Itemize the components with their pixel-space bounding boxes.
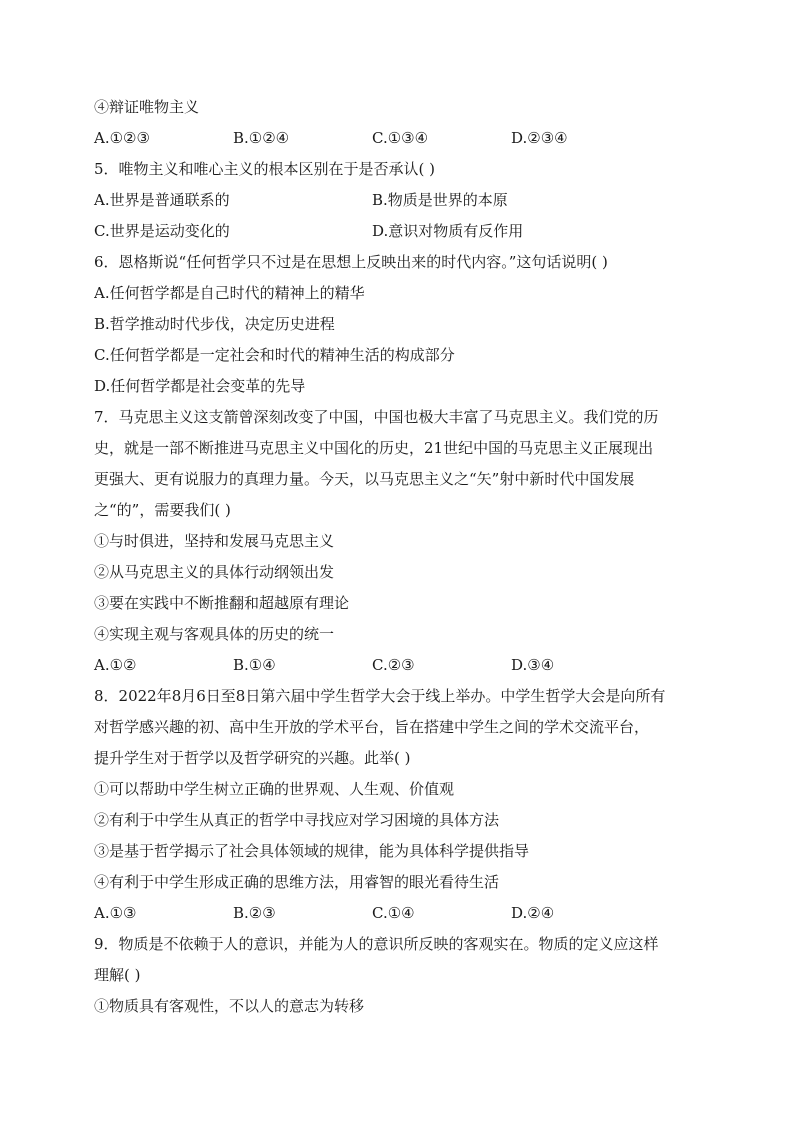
question-item: ②从马克思主义的具体行动纲领出发 (94, 563, 335, 581)
question-item: ④实现主观与客观具体的历史的统一 (94, 625, 335, 643)
option-d: D.意识对物质有反作用 (372, 222, 524, 240)
option-b: B.物质是世界的本原 (372, 191, 508, 209)
exam-page (94, 92, 704, 1022)
option-a: A.①② (94, 656, 137, 674)
question-item: ①可以帮助中学生树立正确的世界观、人生观、价值观 (94, 780, 455, 798)
option-c: C.世界是运动变化的 (94, 222, 230, 240)
option-a: A.①②③ (94, 129, 150, 147)
question-stem-line: 提升学生对于哲学以及哲学研究的兴趣。此举( ) (94, 749, 411, 767)
option-a: A.世界是普通联系的 (94, 191, 230, 209)
question-item: ③要在实践中不断推翻和超越原有理论 (94, 594, 350, 612)
question-stem-line: 之“的”，需要我们( ) (94, 501, 231, 519)
option-b: B.①④ (233, 656, 276, 674)
question-item: ①物质具有客观性，不以人的意志为转移 (94, 997, 365, 1015)
option-b: B.哲学推动时代步伐，决定历史进程 (94, 315, 335, 333)
question-stem-line: 更强大、更有说服力的真理力量。今天，以马克思主义之“矢”射中新时代中国发展 (94, 470, 635, 488)
answer-options (94, 898, 704, 929)
option-a: A.任何哲学都是自己时代的精神上的精华 (94, 284, 365, 302)
answer-options (94, 123, 704, 154)
option-c: C.①④ (372, 904, 415, 922)
question-stem: 6．恩格斯说“任何哲学只不过是在思想上反映出来的时代内容。”这句话说明( ) (94, 253, 608, 271)
question-item: ①与时俱进，坚持和发展马克思主义 (94, 532, 335, 550)
option-c: C.任何哲学都是一定社会和时代的精神生活的构成部分 (94, 346, 455, 364)
option-b: B.②③ (233, 904, 276, 922)
question-stem-line: 对哲学感兴趣的初、高中生开放的学术平台，旨在搭建中学生之间的学术交流平台， (94, 718, 650, 736)
question-item: ③是基于哲学揭示了社会具体领域的规律，能为具体科学提供指导 (94, 842, 530, 860)
question-item: ④辩证唯物主义 (94, 98, 200, 116)
question-stem: 5．唯物主义和唯心主义的根本区别在于是否承认( ) (94, 160, 436, 178)
question-stem-line: 9．物质是不依赖于人的意识，并能为人的意识所反映的客观实在。物质的定义应这样 (94, 935, 659, 953)
question-stem-line: 8．2022年8月6日至8日第六届中学生哲学大会于线上举办。中学生哲学大会是向所有 (94, 687, 666, 705)
option-b: B.①②④ (233, 129, 290, 147)
option-a: A.①③ (94, 904, 137, 922)
question-stem-line: 理解( ) (94, 966, 141, 984)
question-stem-line: 史，就是一部不断推进马克思主义中国化的历史，21世纪中国的马克思主义正展现出 (94, 439, 654, 457)
option-d: D.③④ (511, 656, 555, 674)
option-c: C.②③ (372, 656, 415, 674)
option-d: D.任何哲学都是社会变革的先导 (94, 377, 306, 395)
question-item: ④有利于中学生形成正确的思维方法，用睿智的眼光看待生活 (94, 873, 500, 891)
question-stem-line: 7．马克思主义这支箭曾深刻改变了中国，中国也极大丰富了马克思主义。我们党的历 (94, 408, 659, 426)
answer-options (94, 650, 704, 681)
answer-options (94, 216, 704, 247)
option-d: D.②④ (511, 904, 555, 922)
option-c: C.①③④ (372, 129, 429, 147)
option-d: D.②③④ (511, 129, 568, 147)
answer-options (94, 185, 704, 216)
question-item: ②有利于中学生从真正的哲学中寻找应对学习困境的具体方法 (94, 811, 500, 829)
